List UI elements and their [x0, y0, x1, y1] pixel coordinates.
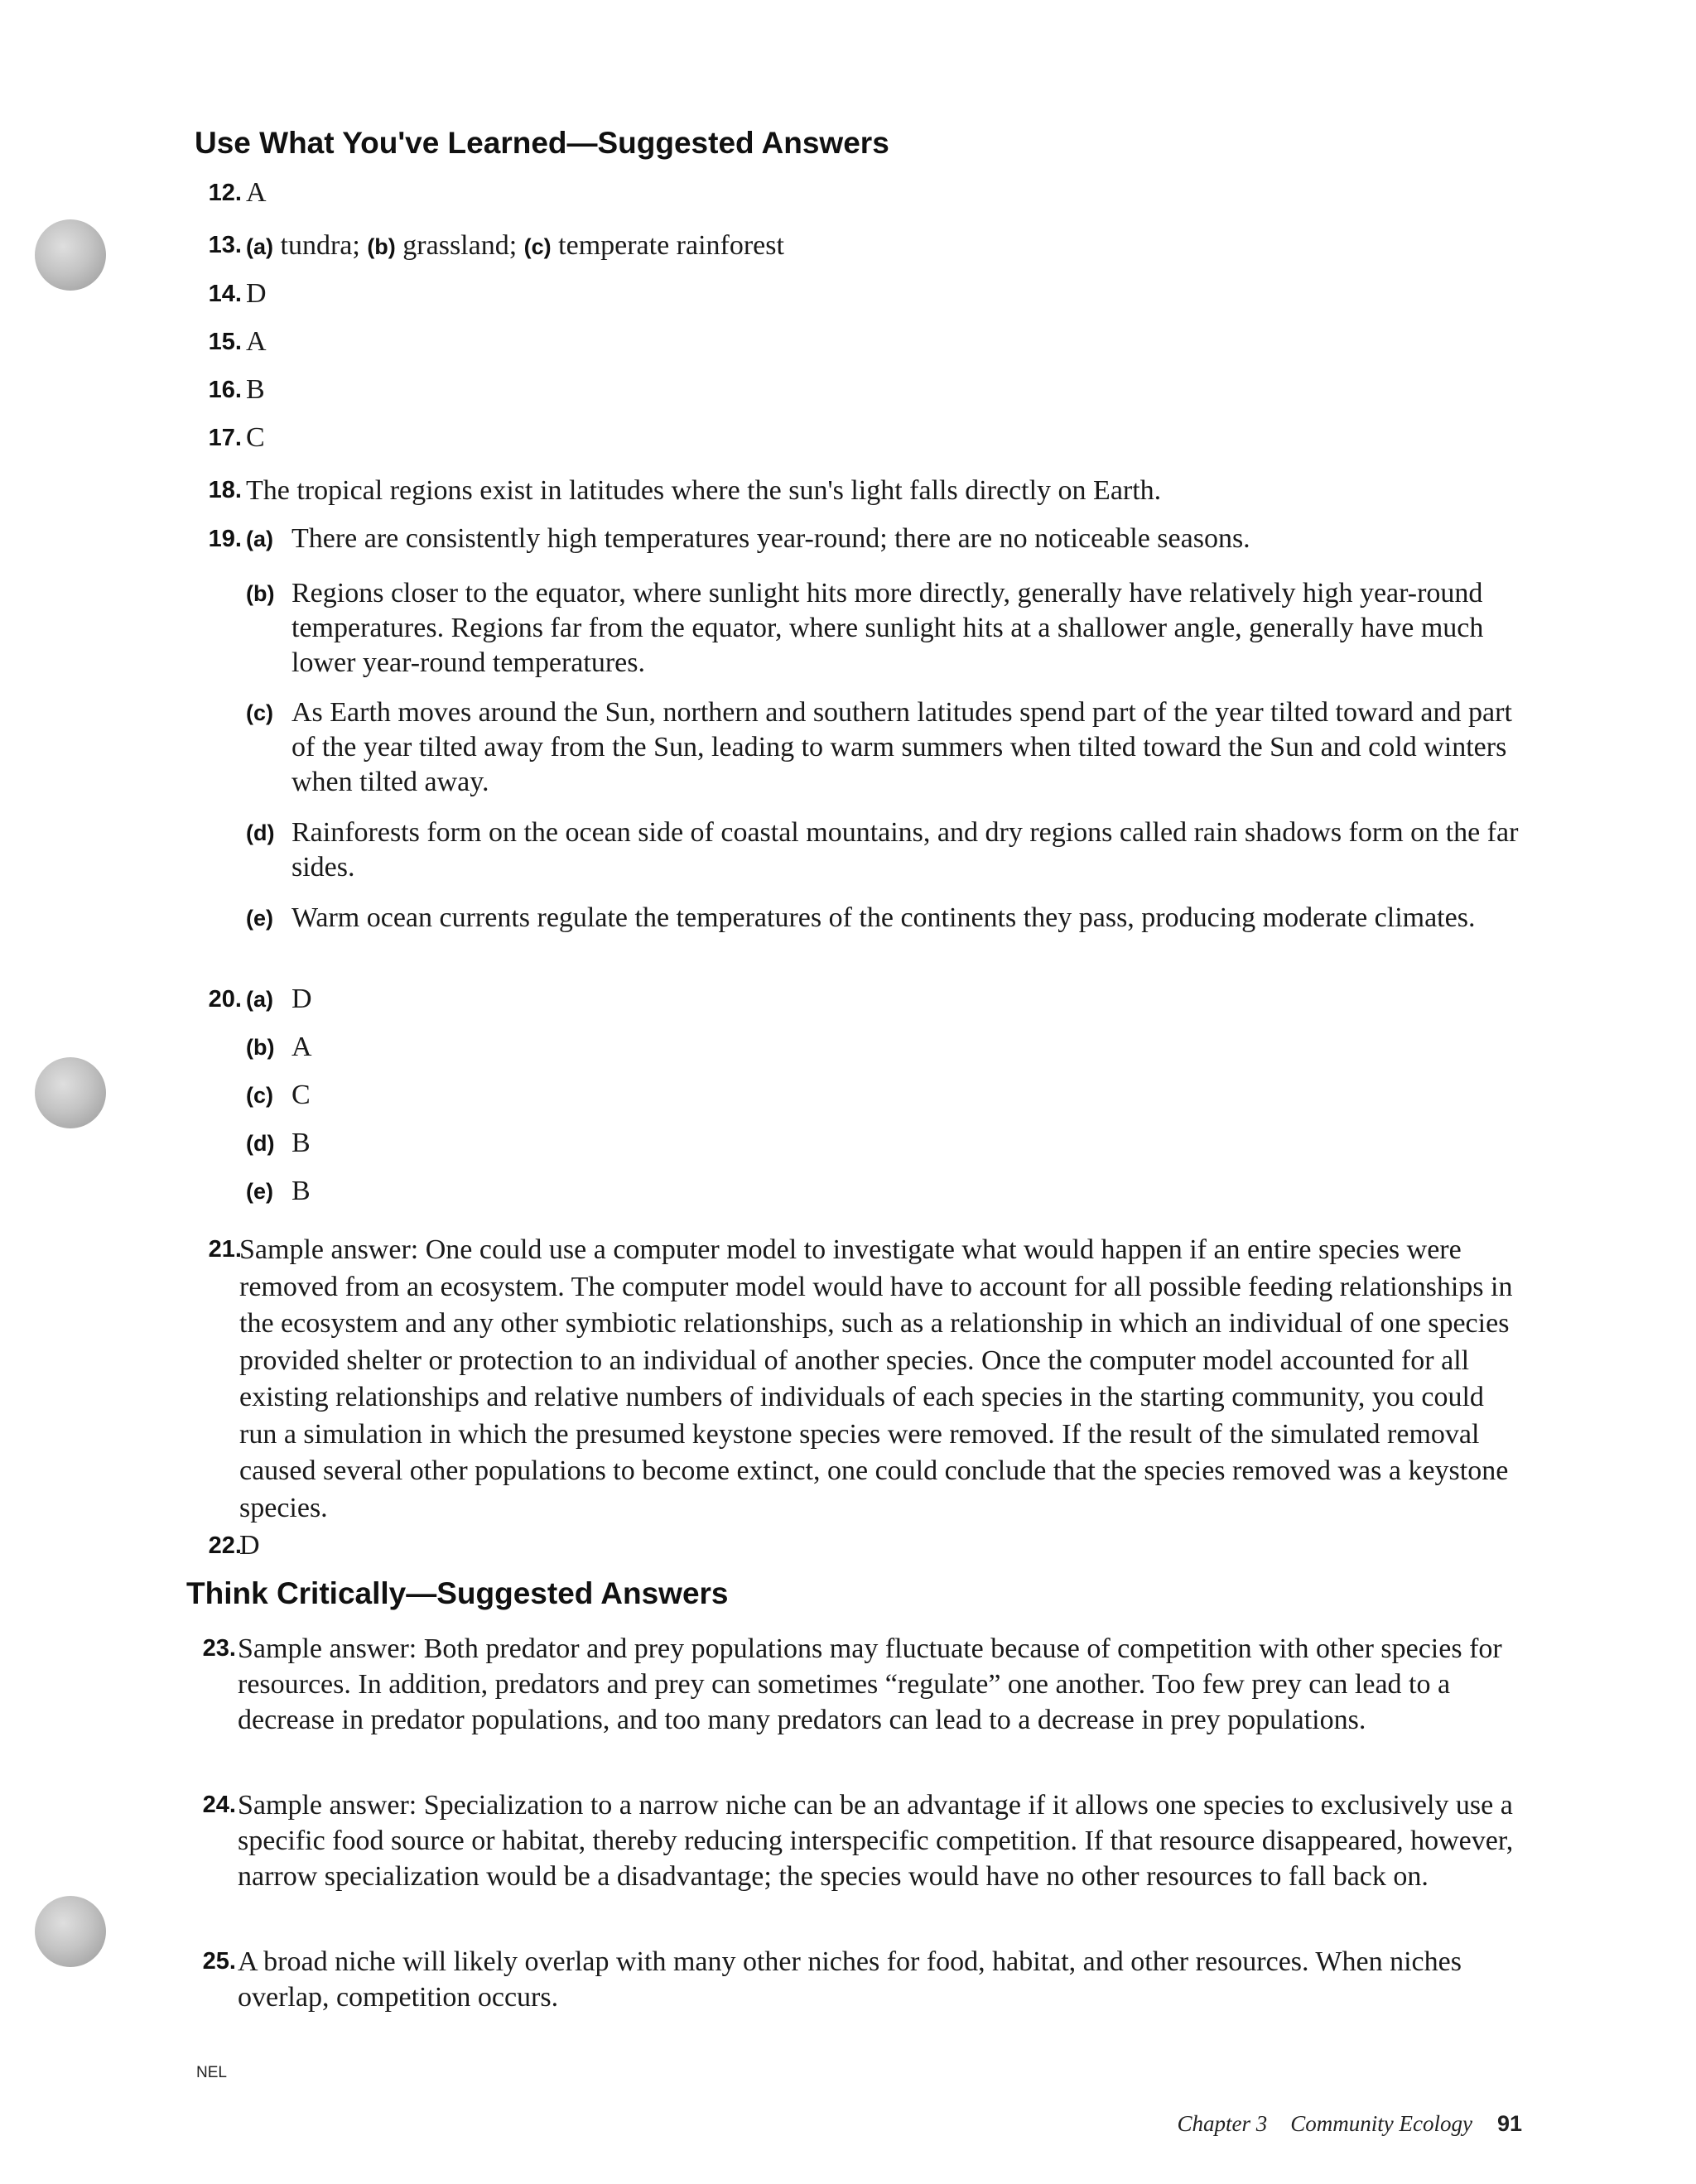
question-number-24: 24.: [202, 1792, 236, 1818]
question-number-19: 19.: [208, 526, 242, 552]
binder-hole-middle: [35, 1057, 106, 1128]
answer-19-label-d: (d): [246, 820, 275, 845]
answer-13-label-c: (c): [523, 234, 552, 259]
question-number-14: 14.: [208, 281, 242, 307]
answer-20-label-c: (c): [246, 1083, 273, 1108]
answer-20-label-d: (d): [246, 1131, 275, 1156]
question-number-21: 21.: [208, 1236, 242, 1263]
answer-17: C: [246, 422, 265, 453]
question-number-25: 25.: [202, 1948, 236, 1975]
question-number-13: 13.: [208, 232, 242, 258]
section-heading-use-what-youve-learned: Use What You've Learned—Suggested Answers: [195, 126, 889, 160]
answer-20-label-a: (a): [246, 987, 273, 1012]
answer-21: Sample answer: One could use a computer model to investigate what would happen if an entire species were removed from an ecosystem. The computer model would have to account for all possible feeding relationships in the ecosystem and any other symbiotic relationships, such as a relationship in which an individual of one species provided shelter or protection to an individual of another species. Once the computer model accounted for all existing relationships and relative numbers of individuals of each species in the starting community, you could run a simulation in which the presumed keystone species were removed. If the result of the simulated removal caused several other populations to become extinct, one could conclude that the species removed was a keystone species.: [239, 1234, 1513, 1523]
answer-13-text-a: tundra;: [280, 230, 360, 261]
question-number-22: 22.: [208, 1532, 242, 1559]
answer-19-text-e: Warm ocean currents regulate the temperatures of the continents they pass, producing moderate climates.: [292, 902, 1476, 933]
answer-19-label-c: (c): [246, 700, 273, 725]
answer-20-text-b: A: [292, 1032, 312, 1062]
section-heading-think-critically: Think Critically—Suggested Answers: [186, 1576, 729, 1610]
answer-20-text-d: B: [292, 1128, 311, 1158]
answer-19-text-b: Regions closer to the equator, where sunlight hits more directly, generally have relatively high year-round temperatures. Regions far from the equator, where sunlight hits at a shallower angle, generally have much lower year-round temperatures.: [292, 578, 1484, 678]
answer-19-label-b: (b): [246, 581, 275, 606]
question-number-18: 18.: [208, 477, 242, 503]
question-number-15: 15.: [208, 329, 242, 355]
answer-19-label-a: (a): [246, 527, 273, 551]
answer-22: D: [239, 1530, 260, 1561]
answer-18: The tropical regions exist in latitudes where the sun's light falls directly on Earth.: [246, 475, 1162, 506]
answer-19-text-a: There are consistently high temperatures year-round; there are no noticeable seasons.: [292, 523, 1250, 554]
answer-16: B: [246, 374, 265, 405]
binder-hole-bottom: [35, 1896, 106, 1967]
answer-20-text-c: C: [292, 1080, 311, 1110]
question-number-16: 16.: [208, 377, 242, 403]
page-number: 91: [1496, 2111, 1522, 2136]
answer-14: D: [246, 278, 267, 309]
answer-13-label-b: (b): [367, 234, 396, 259]
answer-20-label-e: (e): [246, 1179, 273, 1204]
answer-20-text-a: D: [292, 984, 312, 1014]
answer-13-text-c: temperate rainforest: [558, 230, 784, 261]
footer-running-title: [1177, 2111, 1522, 2137]
answer-19-text-d: Rainforests form on the ocean side of coastal mountains, and dry regions called rain shadows form on the far sides.: [292, 817, 1519, 883]
footer-chapter-title: Community Ecology: [1290, 2111, 1472, 2136]
answer-20-text-e: B: [292, 1176, 311, 1206]
answer-25: A broad niche will likely overlap with many other niches for food, habitat, and other resources. When niches overlap, competition occurs.: [238, 1946, 1462, 2013]
answer-20-label-b: (b): [246, 1035, 275, 1060]
answer-19-label-e: (e): [246, 906, 273, 931]
answer-12: A: [246, 177, 267, 208]
footer-publisher: NEL: [196, 2064, 227, 2081]
answer-13: [246, 229, 784, 263]
question-number-17: 17.: [208, 425, 242, 451]
question-number-20: 20.: [208, 986, 242, 1013]
footer-chapter: Chapter 3: [1177, 2111, 1268, 2136]
answer-19-text-c: As Earth moves around the Sun, northern and southern latitudes spend part of the year tilted toward and part of the year tilted away from the Sun, leading to warm summers when tilted toward the Sun and cold winters when tilted away.: [292, 697, 1512, 797]
question-number-23: 23.: [202, 1635, 236, 1662]
answer-13-text-b: grassland;: [402, 230, 518, 261]
answer-24: Sample answer: Specialization to a narrow niche can be an advantage if it allows one species to exclusively use a specific food source or habitat, thereby reducing interspecific competition. If that resource disappeared, however, narrow specialization would be a disadvantage; the species would have no other resources to fall back on.: [238, 1790, 1514, 1892]
answer-23: Sample answer: Both predator and prey populations may fluctuate because of competition with other species for resources. In addition, predators and prey can sometimes “regulate” one another. Too few prey can lead to a decrease in predator populations, and too many predators can lead to a decrease in prey populations.: [238, 1633, 1502, 1735]
binder-hole-top: [35, 219, 106, 291]
question-number-12: 12.: [208, 180, 242, 206]
answer-15: A: [246, 326, 267, 357]
answer-13-label-a: (a): [246, 234, 273, 259]
